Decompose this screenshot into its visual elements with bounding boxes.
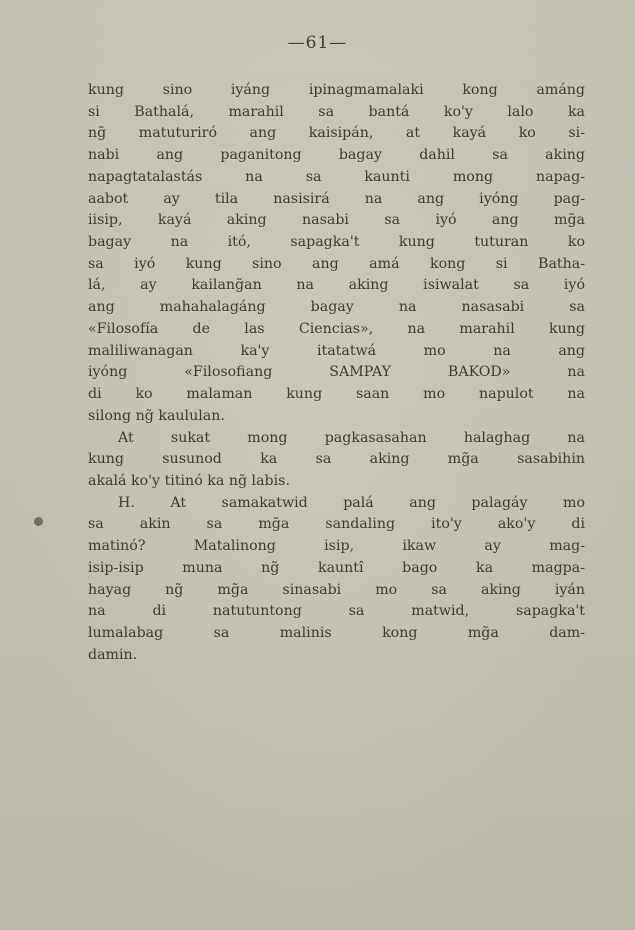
text-line: napagtatalastás na sa kaunti mong napag- (88, 168, 585, 185)
text-line: At sukat mong pagkasasahan halaghag na (118, 429, 585, 446)
text-line: ang mahahalagáng bagay na nasasabi sa (88, 299, 585, 316)
page-number: —61— (287, 33, 348, 53)
text-line: aabot ay tila nasisirá na ang iyóng pag- (88, 190, 585, 207)
text-line: na di natutuntong sa matwid, sapagka't (88, 603, 585, 620)
text-line: bagay na itó, sapagka't kung tuturan ko (88, 234, 585, 251)
text-line: sa iyó kung sino ang amá kong si Batha- (88, 255, 585, 272)
text-line: isip-isip muna ng̃ kauntî bago ka magpa- (88, 559, 585, 576)
text-line: iisip, kayá aking nasabi sa iyó ang mg̃a (88, 212, 585, 229)
body-text (88, 80, 585, 666)
text-line: matinó? Matalinong isip, ikaw ay mag- (88, 538, 585, 555)
text-line: kung sino iyáng ipinagmamalaki kong amáng (88, 82, 585, 98)
text-line: nabi ang paganitong bagay dahil sa aking (88, 147, 585, 164)
text-line: lumalabag sa malinis kong mg̃a dam- (88, 624, 585, 641)
text-line: iyóng «Filosofiang SAMPAY BAKOD» na (88, 364, 585, 381)
text-line: maliliwanagan ka'y itatatwá mo na ang (88, 342, 585, 359)
text-line: di ko malaman kung saan mo napulot na (88, 386, 585, 403)
text-line: «Filosofía de las Ciencias», na marahil kung (88, 320, 585, 337)
text-line: kung susunod ka sa aking mg̃a sasabihin (88, 451, 585, 468)
text-line: H. At samakatwid palá ang palagáy mo (118, 494, 585, 511)
ink-spot (34, 517, 43, 526)
text-line: akalá ko'y titinó ka ng̃ labis. (88, 472, 290, 489)
text-line: damin. (88, 646, 138, 663)
text-line: ng̃ matuturiró ang kaisipán, at kayá ko si- (88, 125, 585, 142)
text-line: lá, ay kailang̃an na aking isiwalat sa iyó (88, 277, 585, 294)
text-line: silong ng̃ kaululan. (88, 407, 225, 424)
text-line: si Bathalá, marahil sa bantá ko'y lalo ka (88, 103, 585, 120)
text-line: hayag ng̃ mg̃a sinasabi mo sa aking iyán (88, 581, 585, 598)
text-line: sa akin sa mg̃a sandaling ito'y ako'y di (88, 516, 585, 533)
